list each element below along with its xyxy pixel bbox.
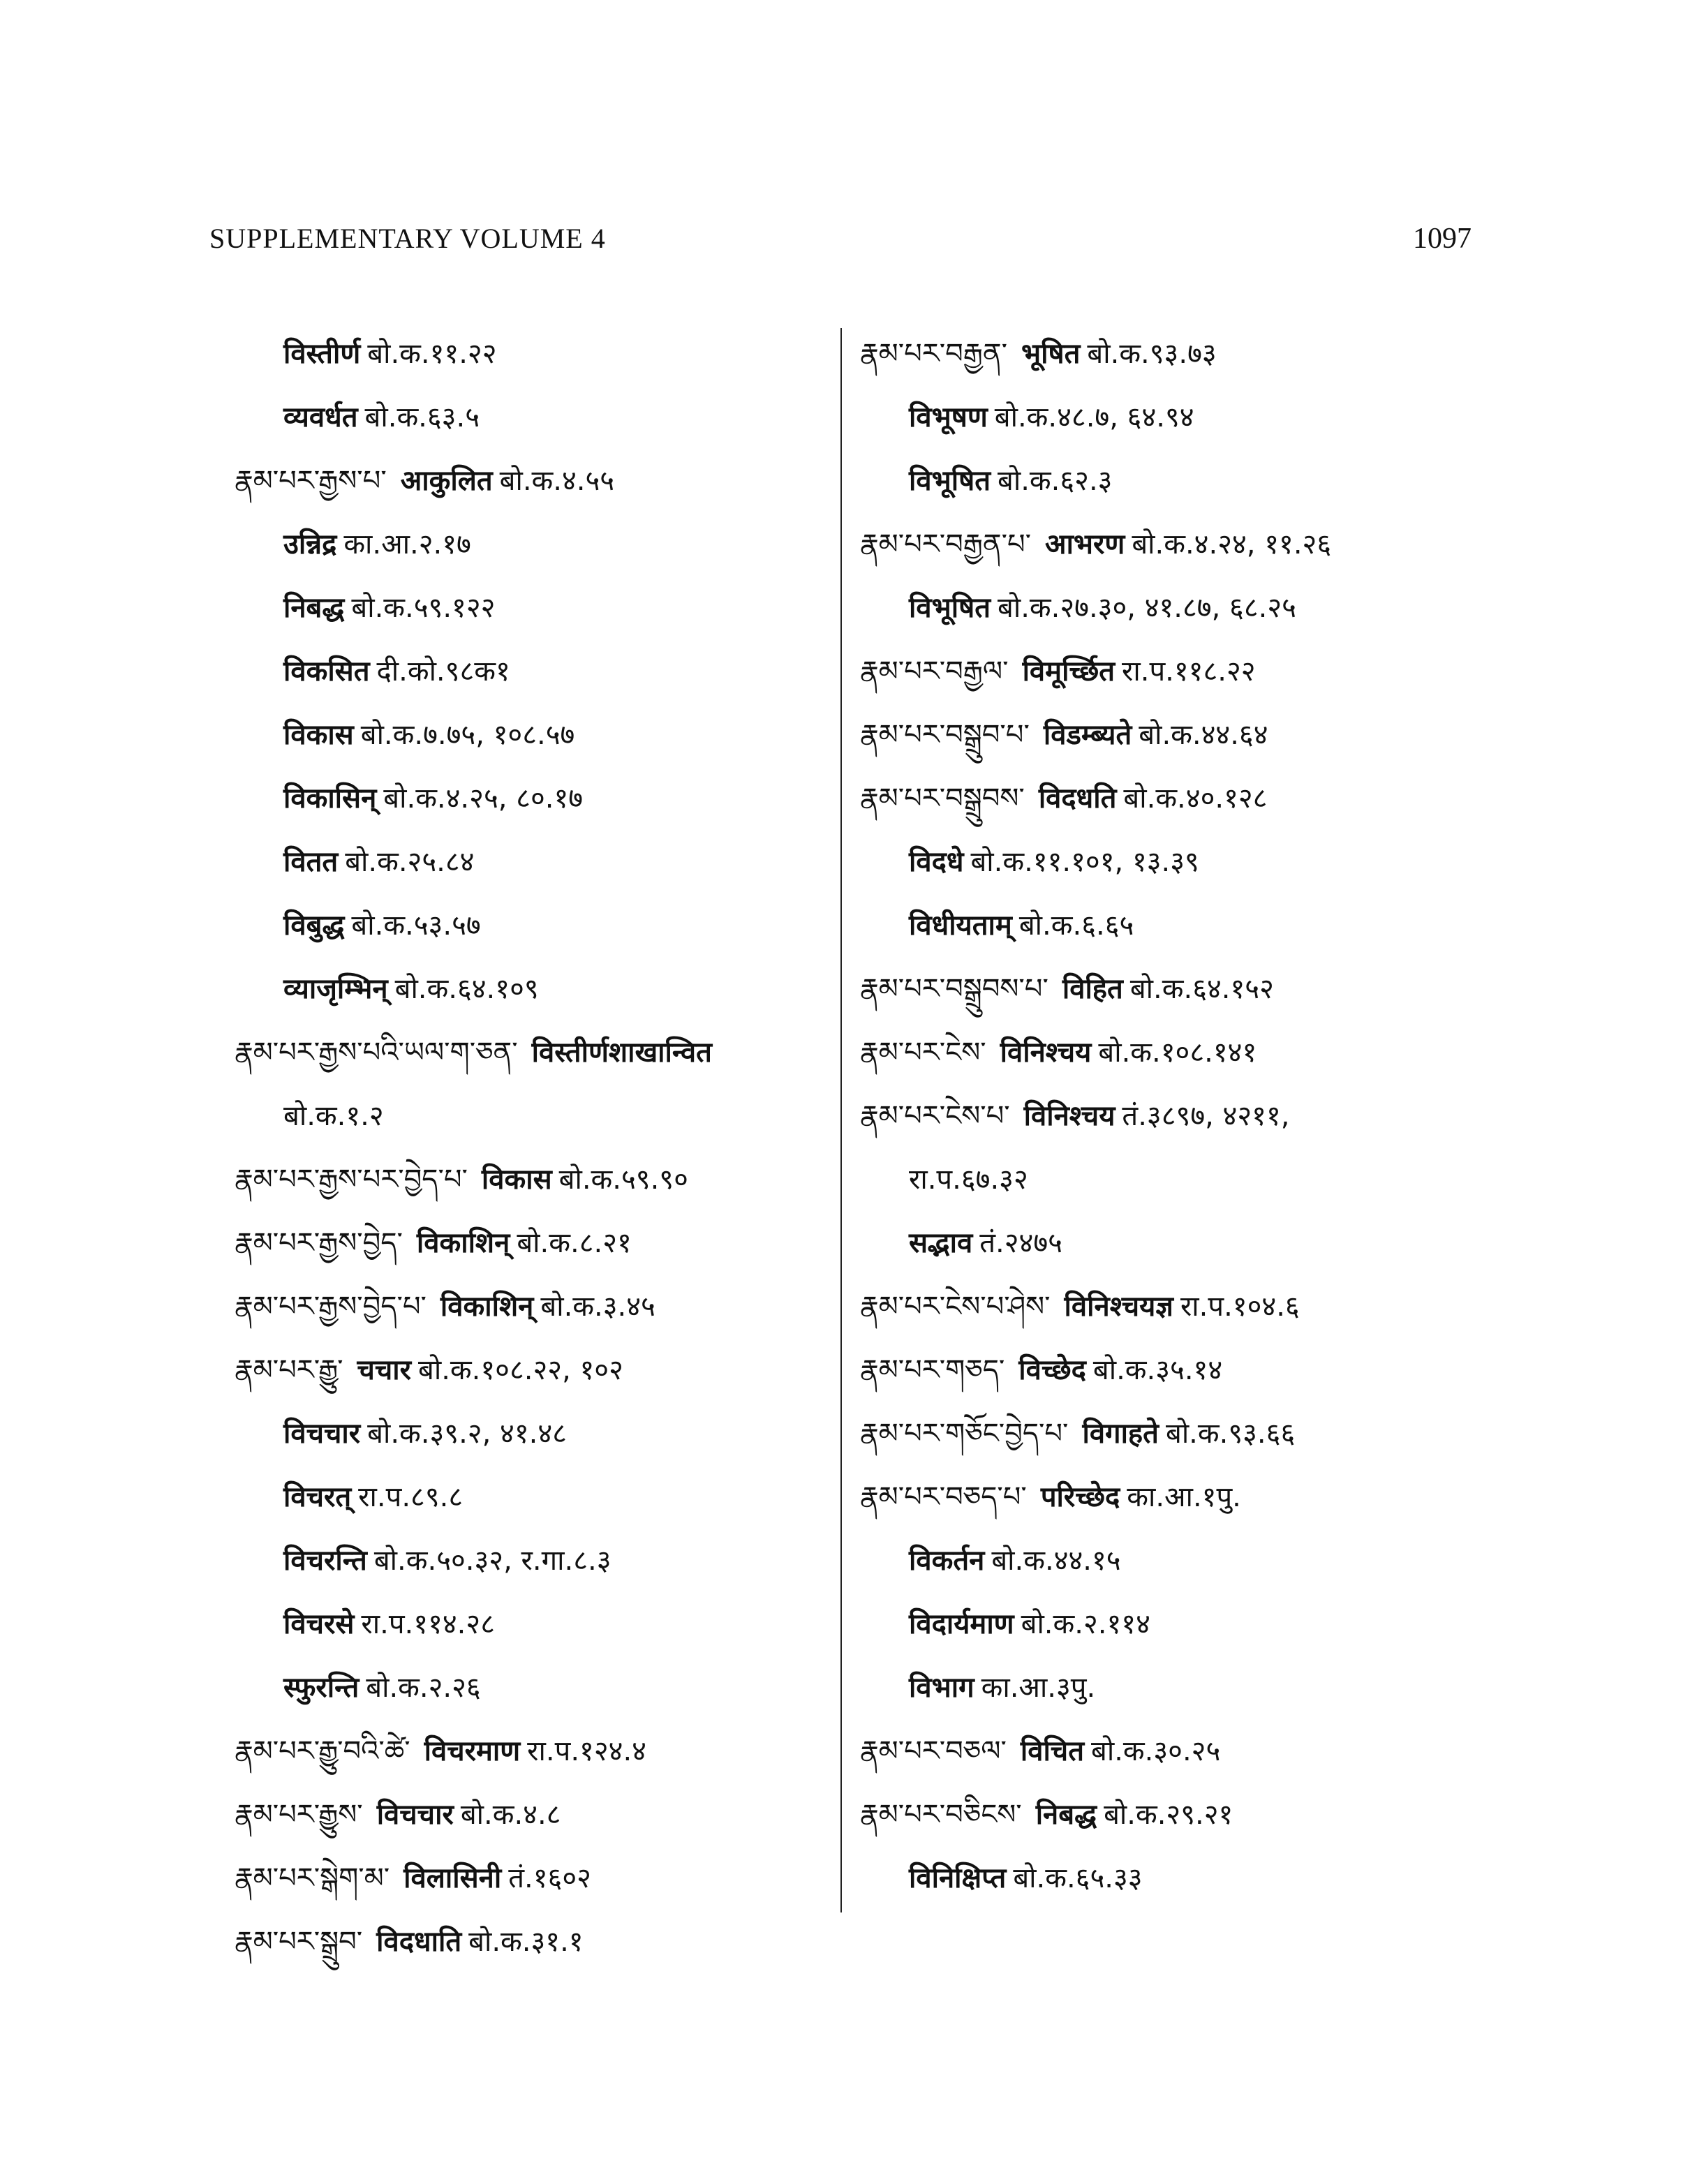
sanskrit-term: विचचार <box>283 1418 361 1450</box>
dictionary-entry <box>235 450 828 513</box>
source-reference: बो.क.९३.६६ <box>1165 1418 1296 1450</box>
dictionary-entry <box>235 1656 828 1720</box>
dictionary-entry <box>860 831 1488 894</box>
tibetan-headword: རྣམ་པར་ངེས་པ་ <box>860 1100 1010 1132</box>
sanskrit-term: निबद्ध <box>283 592 345 624</box>
sanskrit-term: विगाहते <box>1082 1418 1159 1450</box>
dictionary-entry <box>860 1466 1488 1529</box>
sanskrit-term: विलासिनी <box>403 1862 502 1894</box>
dictionary-entry <box>860 1783 1488 1847</box>
sanskrit-term: विचरन्ति <box>283 1545 367 1577</box>
dictionary-entry <box>235 1529 828 1593</box>
dictionary-entry <box>235 640 828 704</box>
sanskrit-term: विनिश्चय <box>1000 1037 1092 1069</box>
source-reference: का.आ.२.१७ <box>343 528 471 560</box>
tibetan-headword: རྣམ་པར་བསྒྲུབ་པ་ <box>860 719 1030 751</box>
source-reference: बो.क.६४.१०९ <box>394 973 539 1005</box>
source-reference: बो.क.५०.३२, र.गा.८.३ <box>373 1545 611 1577</box>
sanskrit-term: परिच्छेद <box>1040 1481 1120 1513</box>
sanskrit-term: व्यवर्धत <box>283 401 358 433</box>
dictionary-entry <box>860 704 1488 767</box>
dictionary-entry <box>860 386 1488 450</box>
dictionary-entry <box>235 1275 828 1339</box>
sanskrit-term: विमूर्च्छित <box>1022 655 1115 688</box>
sanskrit-term: विकास <box>481 1164 552 1196</box>
dictionary-entry <box>860 894 1488 958</box>
source-reference: बो.क.३१.१ <box>468 1926 584 1958</box>
dictionary-entry <box>860 1021 1488 1085</box>
tibetan-headword: རྣམ་པར་བརྒྱན་ <box>860 338 1007 370</box>
source-reference: तं.३८९७, ४२११, <box>1122 1100 1290 1132</box>
source-reference: बो.क.११.२२ <box>367 338 497 370</box>
dictionary-entry <box>860 958 1488 1021</box>
dictionary-entry <box>860 1402 1488 1466</box>
tibetan-headword: རྣམ་པར་བཅད་པ་ <box>860 1481 1027 1513</box>
source-reference: बो.क.८.२१ <box>517 1227 632 1259</box>
source-reference: तं.२४७५ <box>979 1227 1062 1259</box>
sanskrit-term: निबद्ध <box>1035 1799 1097 1831</box>
source-reference: बो.क.६.६५ <box>1018 909 1134 942</box>
sanskrit-term: विचचार <box>376 1799 454 1831</box>
dictionary-entry <box>235 1847 828 1910</box>
dictionary-entry <box>860 513 1488 577</box>
tibetan-headword: རྣམ་པར་རྒྱས་པར་བྱེད་པ་ <box>235 1164 468 1196</box>
sanskrit-term: विकसित <box>283 655 370 688</box>
source-reference: बो.क.२७.३०, ४१.८७, ६८.२५ <box>998 592 1296 624</box>
dictionary-entry <box>860 322 1488 386</box>
sanskrit-term: चचार <box>357 1354 412 1386</box>
dictionary-entry <box>235 704 828 767</box>
tibetan-headword: རྣམ་པར་རྒྱས་བྱེད་ <box>235 1227 403 1259</box>
source-reference: बो.क.४.२५, ८०.१७ <box>383 782 584 815</box>
source-reference: तं.१६०२ <box>508 1862 591 1894</box>
dictionary-entry <box>235 1910 828 1974</box>
sanskrit-term: स्फुरन्ति <box>283 1672 360 1704</box>
source-reference: बो.क.६२.३ <box>998 465 1113 497</box>
sanskrit-term: विकास <box>283 719 354 751</box>
tibetan-headword: རྣམ་པར་གཅོང་བྱེད་པ་ <box>860 1418 1069 1450</box>
dictionary-entry <box>235 1339 828 1402</box>
tibetan-headword: རྣམ་པར་གཅད་ <box>860 1354 1005 1386</box>
sanskrit-term: विदधे <box>909 846 964 878</box>
sanskrit-term: विबुद्ध <box>283 909 345 942</box>
sanskrit-term: वितत <box>283 846 339 878</box>
sanskrit-term: विचित <box>1020 1735 1085 1767</box>
dictionary-entry <box>860 1847 1488 1910</box>
tibetan-headword: རྣམ་པར་བཅལ་ <box>860 1735 1007 1767</box>
left-column <box>235 322 828 1974</box>
column-divider <box>840 328 842 1912</box>
source-reference: बो.क.९३.७३ <box>1087 338 1217 370</box>
dictionary-entry <box>235 1085 828 1148</box>
dictionary-entry <box>235 1148 828 1212</box>
sanskrit-term: विच्छेद <box>1018 1354 1086 1386</box>
source-reference: का.आ.३पु. <box>981 1672 1096 1704</box>
sanskrit-term: विकाशिन् <box>440 1291 534 1323</box>
sanskrit-term: विभूषित <box>909 592 991 624</box>
source-reference: बो.क.४.८ <box>460 1799 561 1831</box>
sanskrit-term: विहित <box>1062 973 1123 1005</box>
dictionary-entry <box>235 1720 828 1783</box>
source-reference: रा.प.८९.८ <box>358 1481 464 1513</box>
tibetan-headword: རྣམ་པར་རྒྱུ་བའི་ཚེ་ <box>235 1735 410 1767</box>
tibetan-headword: རྣམ་པར་སྒེག་མ་ <box>235 1862 390 1894</box>
sanskrit-term: विधीयताम् <box>909 909 1012 942</box>
source-reference: रा.प.११८.२२ <box>1122 655 1256 688</box>
sanskrit-term: आभरण <box>1045 528 1125 560</box>
dictionary-entry <box>860 1720 1488 1783</box>
sanskrit-term: विकर्तन <box>909 1545 985 1577</box>
source-reference: बो.क.५३.५७ <box>351 909 481 942</box>
dictionary-entry <box>860 767 1488 831</box>
source-reference: बो.क.५९.१२२ <box>351 592 496 624</box>
dictionary-entry <box>860 640 1488 704</box>
source-reference: रा.प.६७.३२ <box>909 1164 1028 1196</box>
sanskrit-term: उन्निद्र <box>283 528 337 560</box>
sanskrit-term: विचरसे <box>283 1608 355 1640</box>
dictionary-entry <box>235 958 828 1021</box>
source-reference: रा.प.१०४.६ <box>1180 1291 1300 1323</box>
source-reference: बो.क.११.१०१, १३.३९ <box>970 846 1199 878</box>
source-reference: रा.प.११४.२८ <box>361 1608 495 1640</box>
source-reference: बो.क.१०८.१४१ <box>1098 1037 1257 1069</box>
dictionary-entry <box>235 1021 828 1085</box>
dictionary-entry <box>860 1085 1488 1148</box>
source-reference: का.आ.१पु. <box>1127 1481 1241 1513</box>
source-reference: बो.क.४८.७, ६४.९४ <box>994 401 1194 433</box>
sanskrit-term: विदार्यमाण <box>909 1608 1014 1640</box>
tibetan-headword: རྣམ་པར་རྒྱས་པ་ <box>235 465 387 497</box>
tibetan-headword: རྣམ་པར་ངེས་པ་ཤེས་ <box>860 1291 1051 1323</box>
dictionary-entry <box>235 1466 828 1529</box>
sanskrit-term: विस्तीर्ण <box>283 338 361 370</box>
tibetan-headword: རྣམ་པར་བརྒྱལ་ <box>860 655 1009 688</box>
tibetan-headword: རྣམ་པར་རྒྱུ་ <box>235 1354 343 1386</box>
dictionary-entry <box>235 1212 828 1275</box>
sanskrit-term: विनिश्चय <box>1023 1100 1115 1132</box>
dictionary-entry <box>860 1593 1488 1656</box>
source-reference: बो.क.१.२ <box>283 1100 384 1132</box>
source-reference: बो.क.३.४५ <box>540 1291 655 1323</box>
sanskrit-term: आकुलित <box>400 465 493 497</box>
source-reference: बो.क.२९.२१ <box>1104 1799 1233 1831</box>
dictionary-entry <box>860 1529 1488 1593</box>
source-reference: बो.क.२५.८४ <box>345 846 475 878</box>
tibetan-headword: རྣམ་པར་བཅིངས་ <box>860 1799 1022 1831</box>
source-reference: रा.प.१२४.४ <box>527 1735 646 1767</box>
sanskrit-term: विकाशिन् <box>416 1227 510 1259</box>
sanskrit-term: व्याजृम्भिन् <box>283 973 388 1005</box>
sanskrit-term: विचरमाण <box>424 1735 521 1767</box>
source-reference: बो.क.५९.९० <box>558 1164 688 1196</box>
tibetan-headword: རྣམ་པར་ངེས་ <box>860 1037 986 1069</box>
tibetan-headword: རྣམ་པར་བསྒྲུབས་པ་ <box>860 973 1048 1005</box>
source-reference: बो.क.४.२४, ११.२६ <box>1132 528 1332 560</box>
sanskrit-term: विदधाति <box>376 1926 462 1958</box>
dictionary-entry <box>235 577 828 640</box>
sanskrit-term: विभाग <box>909 1672 974 1704</box>
sanskrit-term: भूषित <box>1021 338 1081 370</box>
page-number: 1097 <box>1413 223 1472 255</box>
dictionary-entry <box>860 450 1488 513</box>
source-reference: बो.क.२.२६ <box>366 1672 481 1704</box>
tibetan-headword: རྣམ་པར་བསྒྲུབས་ <box>860 782 1025 815</box>
source-reference: बो.क.३५.१४ <box>1092 1354 1223 1386</box>
dictionary-entry <box>235 767 828 831</box>
sanskrit-term: विकासिन् <box>283 782 377 815</box>
source-reference: बो.क.६३.५ <box>364 401 480 433</box>
dictionary-entry <box>860 1656 1488 1720</box>
sanskrit-term: विभूषण <box>909 401 988 433</box>
sanskrit-term: सद्भाव <box>909 1227 973 1259</box>
right-column <box>860 322 1488 1910</box>
dictionary-entry <box>235 513 828 577</box>
dictionary-entry <box>860 1212 1488 1275</box>
sanskrit-term: विडम्ब्यते <box>1043 719 1132 751</box>
dictionary-entry <box>235 1593 828 1656</box>
tibetan-headword: རྣམ་པར་བརྒྱན་པ་ <box>860 528 1032 560</box>
source-reference: बो.क.४४.६४ <box>1139 719 1268 751</box>
source-reference: बो.क.४.५५ <box>499 465 615 497</box>
source-reference: बो.क.६५.३३ <box>1013 1862 1143 1894</box>
tibetan-headword: རྣམ་པར་རྒྱུས་ <box>235 1799 363 1831</box>
source-reference: बो.क.३०.२५ <box>1091 1735 1221 1767</box>
running-head: SUPPLEMENTARY VOLUME 4 <box>209 223 606 254</box>
tibetan-headword: རྣམ་པར་རྒྱས་བྱེད་པ་ <box>235 1291 427 1323</box>
dictionary-entry <box>235 894 828 958</box>
dictionary-entry <box>860 577 1488 640</box>
dictionary-entry <box>860 1148 1488 1212</box>
source-reference: बो.क.४४.१५ <box>991 1545 1121 1577</box>
tibetan-headword: རྣམ་པར་སྒྲུབ་ <box>235 1926 363 1958</box>
dictionary-entry <box>235 322 828 386</box>
source-reference: बो.क.४०.१२८ <box>1123 782 1268 815</box>
source-reference: दी.को.९८क१ <box>376 655 510 688</box>
sanskrit-term: विनिक्षिप्त <box>909 1862 1007 1894</box>
sanskrit-term: विभूषित <box>909 465 991 497</box>
dictionary-entry <box>235 1783 828 1847</box>
sanskrit-term: विदधति <box>1038 782 1117 815</box>
dictionary-entry <box>235 831 828 894</box>
sanskrit-term: विनिश्चयज्ञ <box>1064 1291 1173 1323</box>
dictionary-entry <box>235 386 828 450</box>
source-reference: बो.क.२.११४ <box>1021 1608 1150 1640</box>
sanskrit-term: विस्तीर्णशाखान्वित <box>531 1037 712 1069</box>
dictionary-entry <box>235 1402 828 1466</box>
dictionary-entry <box>860 1339 1488 1402</box>
tibetan-headword: རྣམ་པར་རྒྱས་པའི་ཡལ་ག་ཅན་ <box>235 1037 518 1069</box>
source-reference: बो.क.३९.२, ४१.४८ <box>367 1418 567 1450</box>
dictionary-entry <box>860 1275 1488 1339</box>
source-reference: बो.क.६४.१५२ <box>1129 973 1274 1005</box>
sanskrit-term: विचरत् <box>283 1481 352 1513</box>
source-reference: बो.क.१०८.२२, १०२ <box>418 1354 623 1386</box>
source-reference: बो.क.७.७५, १०८.५७ <box>360 719 575 751</box>
